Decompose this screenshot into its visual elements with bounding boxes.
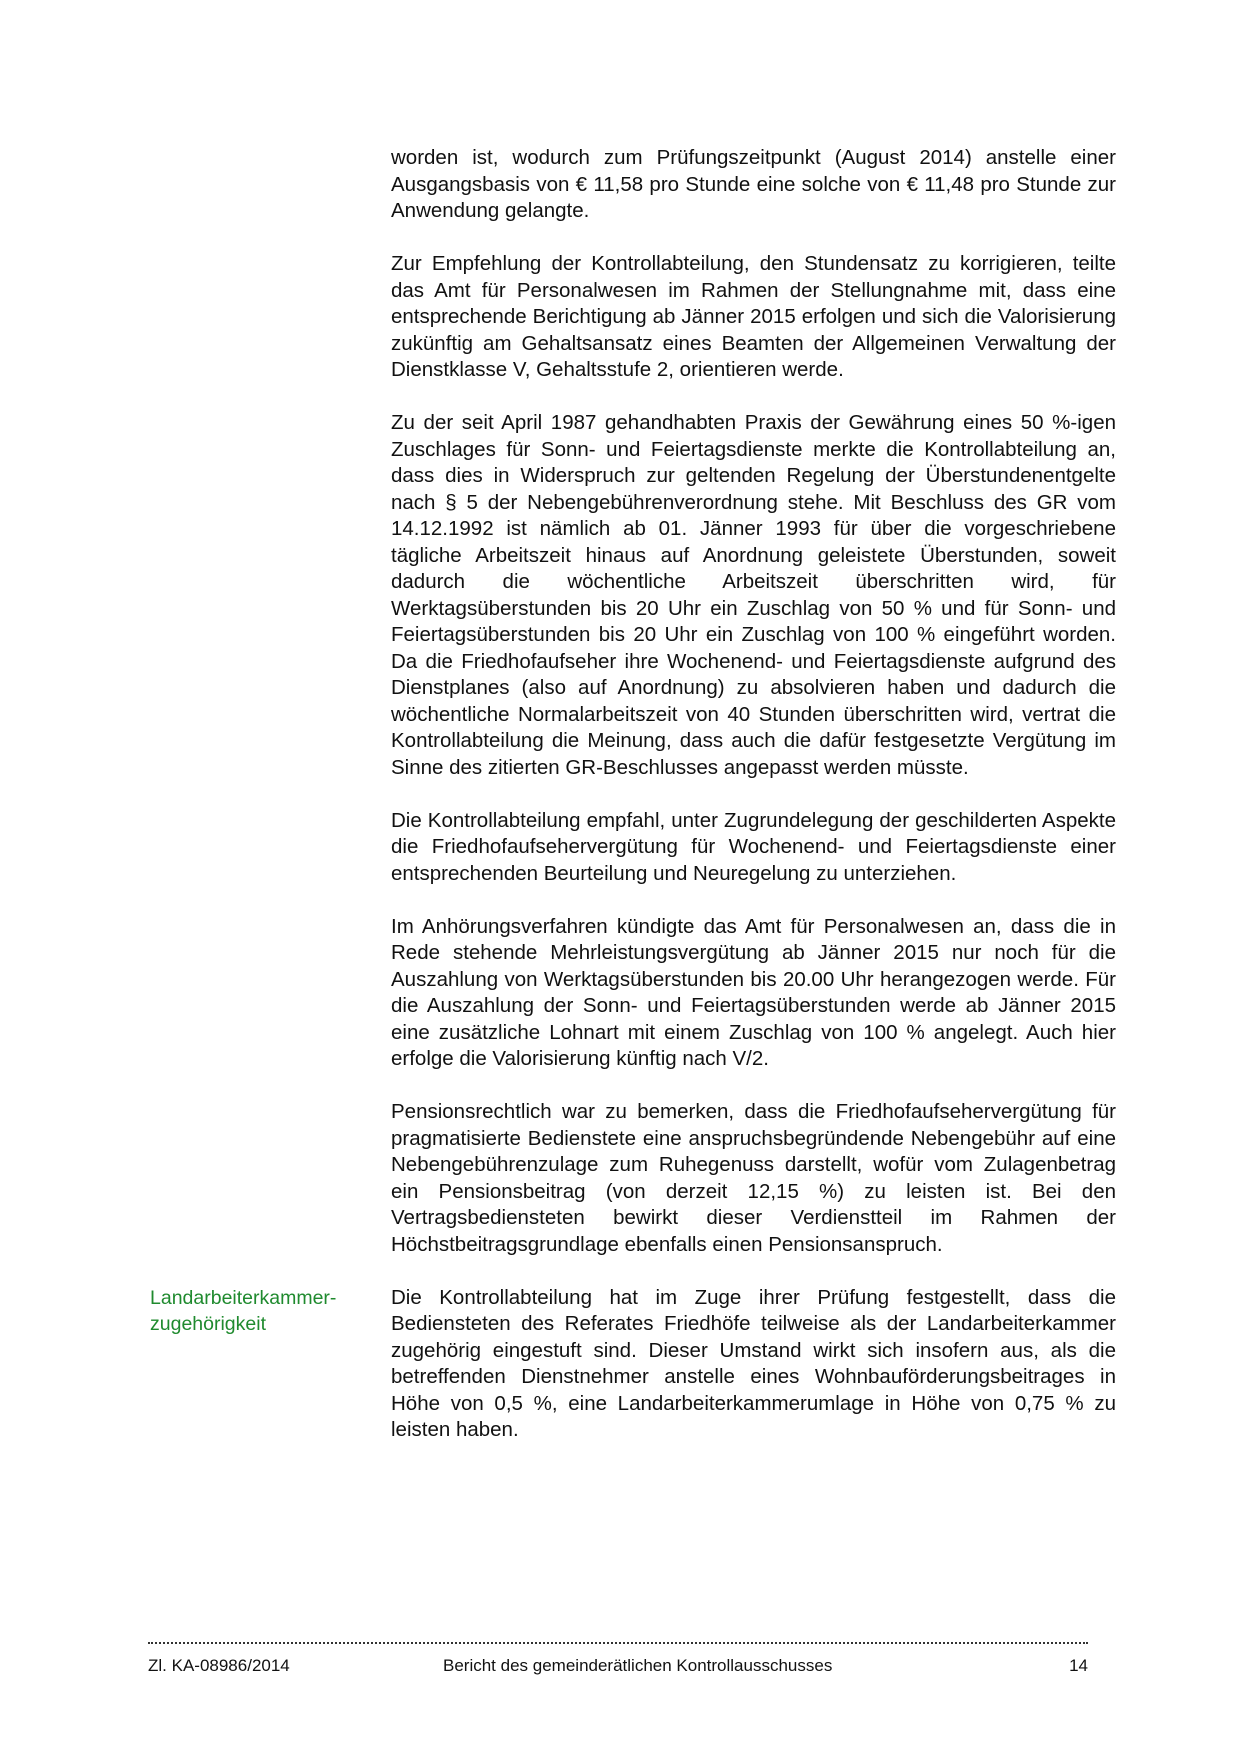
paragraph-1: worden ist, wodurch zum Prüfungszeitpunkt (August 2014) anstelle einer Ausgangsbasis von € 11,58 pro Stunde eine solche von € 11,48 pro Stunde zur Anwendung gelangte. xyxy=(391,146,1116,222)
footer-title: Bericht des gemeinderätlichen Kontrollausschusses xyxy=(443,1656,833,1675)
page-number: 14 xyxy=(1069,1656,1088,1675)
body-text-column xyxy=(150,145,1116,1470)
paragraph-4: Die Kontrollabteilung empfahl, unter Zugrundelegung der geschilderten Aspekte die Friedhofaufsehervergütung für Wochenend- und Feiertagsdienste einer entsprechenden Beurteilung und Neuregelung zu unterziehen. xyxy=(391,808,1116,885)
margin-heading xyxy=(150,1285,365,1337)
margin-heading-line-1: Landarbeiterkammer- xyxy=(150,1286,337,1309)
paragraph-2: Zur Empfehlung der Kontrollabteilung, den Stundensatz zu korrigieren, teilte das Amt für Personalwesen im Rahmen der Stellungnahme mit, dass eine entsprechende Berichtigung ab Jänner 2015 erfolgen und sich die Valorisierung zukünftig am Gehaltsansatz eines Beamten der Allgemeinen Verwaltung der Dienstklasse V, Gehaltsstufe 2, orientieren werde. xyxy=(391,252,1116,381)
paragraph-3: Zu der seit April 1987 gehandhabten Praxis der Gewährung eines 50 %-igen Zuschlages für Sonn- und Feiertagsdienste merkte die Kontrollabteilung an, dass dies in Widerspruch zur geltenden Regelung der Überstundenentgelte nach § 5 der Nebengebührenverordnung stehe. Mit Beschluss des GR vom 14.12.1992 ist nämlich ab 01. Jänner 1993 für über die vorgeschriebene tägliche Arbeitszeit hinaus auf Anordnung geleistete Überstunden, soweit dadurch die wöchentliche Arbeitszeit überschritten wird, für Werktagsüberstunden bis 20 Uhr ein Zuschlag von 50 % und für Sonn- und Feiertagsüberstunden bis 20 Uhr ein Zuschlag von 100 % eingeführt worden. Da die Friedhofaufseher ihre Wochenend- und Feiertagsdienste aufgrund des Dienstplanes (also auf Anordnung) zu absolvieren haben und dadurch die wöchentliche Normalarbeitszeit von 40 Stunden überschritten wird, vertrat die Kontrollabteilung die Meinung, dass auch die dafür festgesetzte Vergütung im Sinne des zitierten GR-Beschlusses angepasst werden müsste. xyxy=(391,411,1116,779)
paragraph-7: Die Kontrollabteilung hat im Zuge ihrer Prüfung festgestellt, dass die Bediensteten des Referates Friedhöfe teilweise als der Landarbeiterkammer zugehörig eingestuft sind. Dieser Umstand wirkt sich insofern aus, als die betreffenden Dienstnehmer anstelle eines Wohnbauförderungsbeitrages in Höhe von 0,5 %, eine Landarbeiterkammerumlage in Höhe von 0,75 % zu leisten haben. xyxy=(391,1285,1116,1441)
paragraph-5: Im Anhörungsverfahren kündigte das Amt für Personalwesen an, dass die in Rede stehende Mehrleistungsvergütung ab Jänner 2015 nur noch für die Auszahlung von Werktagsüberstunden bis 20.00 Uhr herangezogen werde. Für die Auszahlung der Sonn- und Feiertagsüberstunden werde ab Jänner 2015 eine zusätzliche Lohnart mit einem Zuschlag von 100 % angelegt. Auch hier erfolge die Valorisierung künftig nach V/2. xyxy=(391,914,1116,1070)
section-landarbeiterkammer xyxy=(150,1285,1116,1444)
paragraph-6: Pensionsrechtlich war zu bemerken, dass die Friedhofaufsehervergütung für pragmatisierte Bedienstete eine anspruchsbegründende Nebengebühr auf eine Nebengebührenzulage zum Ruhegenuss darstellt, wofür vom Zulagenbetrag ein Pensionsbeitrag (von derzeit 12,15 %) zu leisten ist. Bei den Vertragsbediensteten bewirkt dieser Verdienstteil im Rahmen der Höchstbeitragsgrundlage ebenfalls einen Pensionsanspruch. xyxy=(391,1100,1116,1256)
margin-heading-line-2: zugehörigkeit xyxy=(150,1312,266,1335)
footer-reference: Zl. KA-08986/2014 xyxy=(148,1656,290,1675)
footer-divider xyxy=(148,1642,1088,1644)
